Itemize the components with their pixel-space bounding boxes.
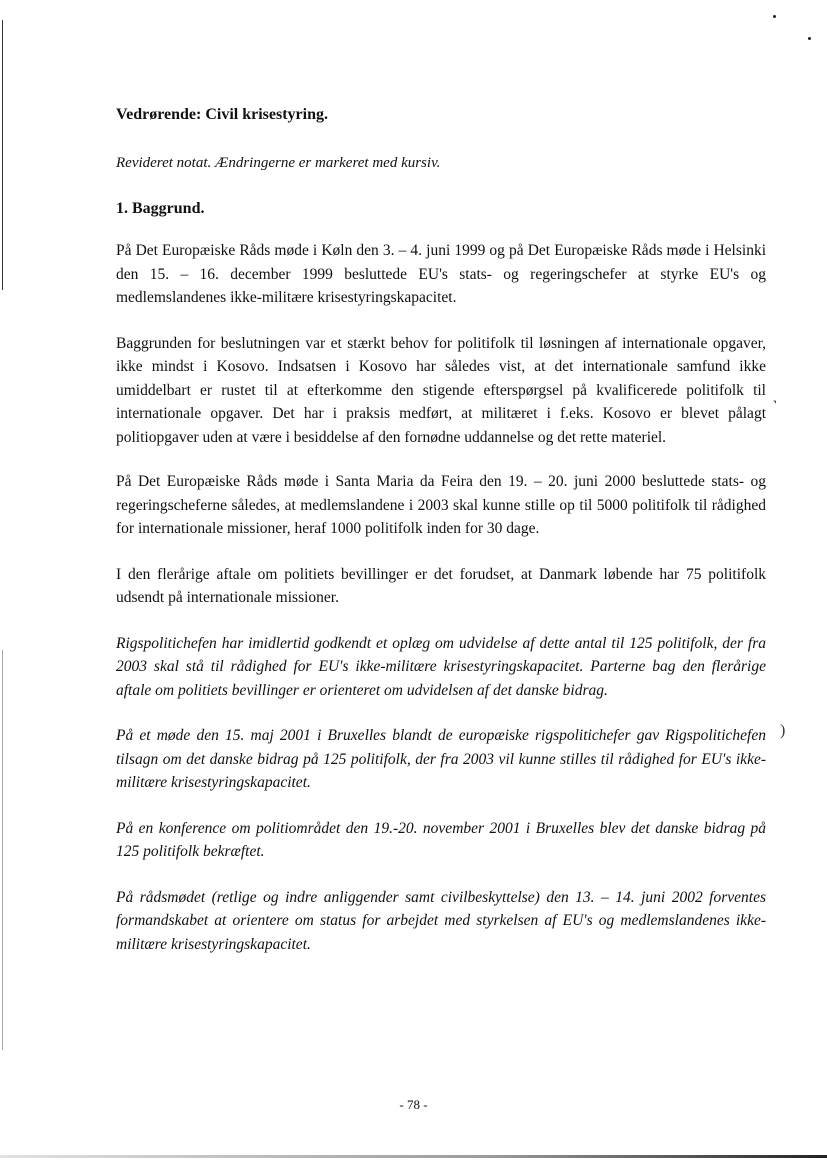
italic-paragraph: På en konference om politiområdet den 19.-20. november 2001 i Bruxelles blev det danske bidrag på 125 politifolk bekræftet. xyxy=(116,819,766,860)
scan-bottom-edge xyxy=(0,1155,827,1158)
italic-paragraph: På et møde den 15. maj 2001 i Bruxelles blandt de europæiske rigspolitichefer gav Rigspolitichefen tilsagn om det danske bidrag på 125 politifolk, der fra 2003 vil kunne stilles til rådighed for EU's ikke-militære krisestyringskapacitet. xyxy=(116,727,766,791)
scan-speck xyxy=(773,15,776,18)
document-subtitle: Revideret notat. Ændringerne er markeret med kursiv. xyxy=(116,155,441,171)
section-heading: 1. Baggrund. xyxy=(116,200,205,217)
page-number: - 78 - xyxy=(399,1097,428,1112)
scan-mark: ) xyxy=(780,722,786,739)
paragraph: Baggrunden for beslutningen var et stærkt behov for politifolk til løsningen af internationale opgaver, ikke mindst i Kosovo. Indsatsen i Kosovo har således vist, at det internationale samfund ikke umiddelbart er rustet til at efterkomme den stigende efterspørgsel på kvalificerede politifolk til internationale opgaver. Det har i praksis medført, at militæret i f.eks. Kosovo er blevet pålagt politiopgaver uden at være i besiddelse af den fornødne uddannelse og det rette materiel. xyxy=(116,334,766,446)
italic-paragraph: På rådsmødet (retlige og indre anliggender samt civilbeskyttelse) den 13. – 14. juni 2002 forventes formandskabet at orientere om status for arbejdet med styrkelsen af EU's og medlemslandenes ikke-militære krisestyringskapacitet. xyxy=(116,888,766,953)
document-body xyxy=(116,103,766,978)
paragraph: På Det Europæiske Råds møde i Køln den 3. – 4. juni 1999 og på Det Europæiske Råds møde i Helsinki den 15. – 16. december 1999 besluttede EU's stats- og regeringschefer at styrke EU's og medlemslandenes ikke-militære krisestyringskapacitet. xyxy=(116,242,766,306)
scan-mark: ˺ xyxy=(772,398,778,415)
scan-speck xyxy=(808,37,811,40)
paragraph: I den flerårige aftale om politiets bevillinger er det forudset, at Danmark løbende har 75 politifolk udsendt på internationale missioner. xyxy=(116,565,766,606)
scan-margin-line-lower xyxy=(2,650,3,1050)
scan-margin-line xyxy=(2,20,3,290)
italic-paragraph: Rigspolitichefen har imidlertid godkendt et oplæg om udvidelse af dette antal til 125 politifolk, der fra 2003 skal stå til rådighed for EU's ikke-militære krisestyringskapacitet. Parterne bag den flerårige aftale om politiets bevillinger er orienteret om udvidelsen af det danske bidrag. xyxy=(116,634,766,699)
paragraph: På Det Europæiske Råds møde i Santa Maria da Feira den 19. – 20. juni 2000 besluttede stats- og regeringscheferne således, at medlemslandene i 2003 skal kunne stille op til 5000 politifolk til rådighed for internationale missioner, heraf 1000 politifolk inden for 30 dage. xyxy=(116,473,766,537)
document-title: Vedrørende: Civil krisestyring. xyxy=(116,106,328,123)
